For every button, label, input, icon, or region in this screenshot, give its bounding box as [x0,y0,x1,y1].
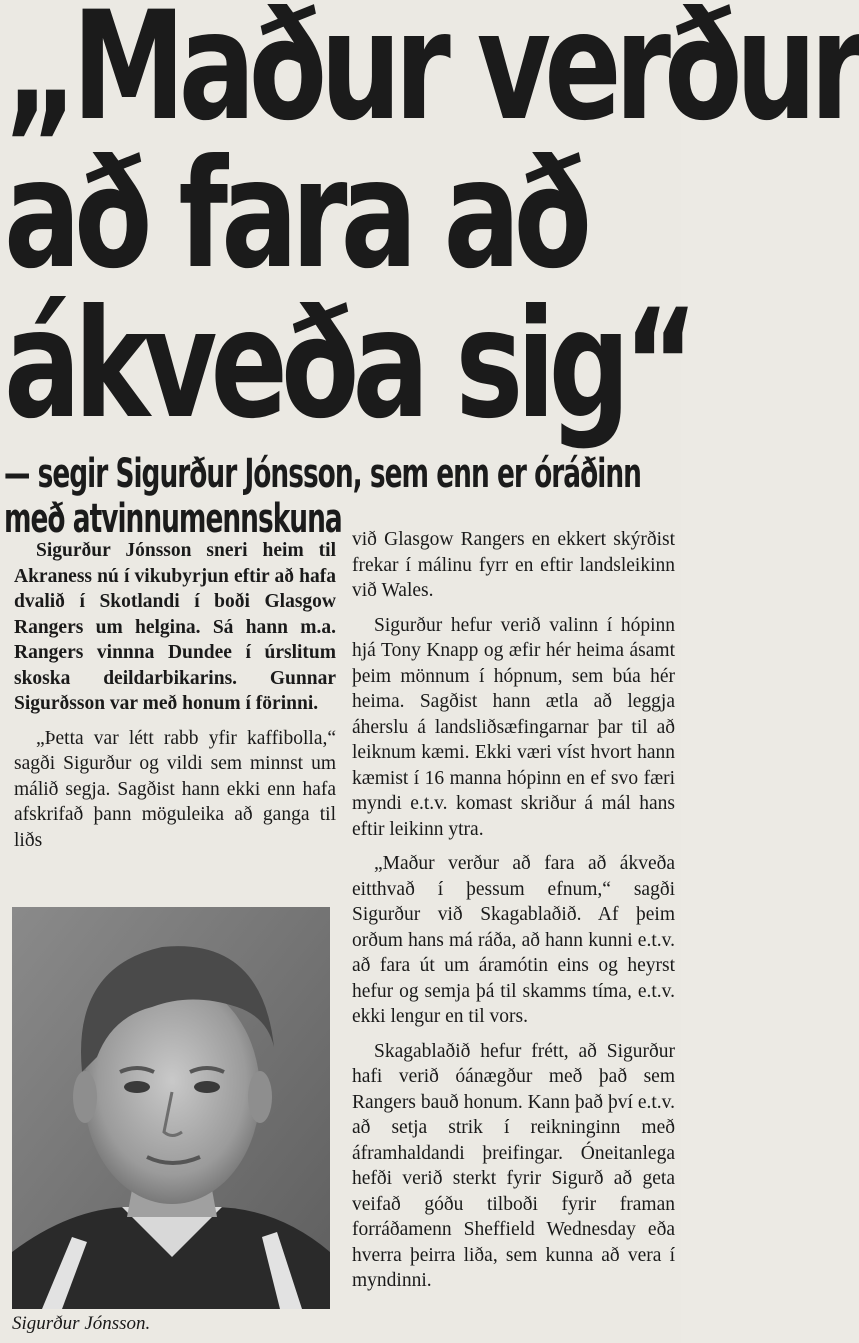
left-column [14,538,336,862]
photo-caption: Sigurður Jónsson. [12,1313,151,1334]
portrait-photo [12,907,330,1309]
subhead-line-1: — segir Sigurður Jónsson, sem enn er óráðinn [4,451,641,497]
portrait-image [12,907,330,1309]
right-paragraph-1: við Glasgow Rangers en ekkert skýrðist frekar í málinu fyrr en eftir landsleikinn við Wales. [352,529,675,601]
headline-line-1: „Maður verður [4,0,859,154]
right-paragraph-2: Sigurður hefur verið valinn í hópinn hjá Tony Knapp og æfir hér heima ásamt þeim mönnum í hópnum, sem búa hér heima. Sagðist hann ætla að leggja áherslu á landsliðsæfingarnar þar til að leiknum kæmi. Ekki væri víst hvort hann kæmist í 16 manna hópinn en ef svo færi myndi e.t.v. komast skriður á mál hans eftir leikinn ytra. [352,614,675,840]
right-column [352,527,675,1303]
right-paragraph-4: Skagablaðið hefur frétt, að Sigurður hafi verið óánægður með það sem Rangers bauð honum. Kann það því e.t.v. að setja strik í reikninginn með áframhaldandi þreifingar. Óneitanlega hefði verið sterkt fyrir Sigurð að geta veifað góðu tilboði fyrir framan forráðamenn Sheffield Wednesday eða hverra þeirra liða, sem kunna að vera í myndinni. [352,1040,675,1291]
right-paragraph-3: „Maður verður að fara að ákveða eitthvað í þessum efnum,“ sagði Sigurður við Skagablaðið. Af þeim orðum hans má ráða, að hann kunni e.t.v. að fara út um áramótin eins og heyrst hefur og semja þá til skamms tíma, e.t.v. ekki lengur en til vors. [352,853,675,1027]
left-paragraph-2: „Þetta var létt rabb yfir kaffibolla,“ sagði Sigurður og vildi sem minnst um málið segja. Sagðist hann ekki enn hafa afskrifað þann möguleika að ganga til liðs [14,727,336,851]
lead-paragraph: Sigurður Jónsson sneri heim til Akraness nú í vikubyrjun eftir að hafa dvalið í Skotlandi í boði Glasgow Rangers um helgina. Sá hann m.a. Rangers vinnna Dundee í úrslitum skoska deildarbikarins. Gunnar Sigurðsson var með honum í förinni. [14,540,336,714]
headline-line-2: að fara að [4,128,586,302]
headline-line-3: ákveða sig“ [4,278,692,452]
subhead-line-2: með atvinnumennskuna [4,496,342,542]
